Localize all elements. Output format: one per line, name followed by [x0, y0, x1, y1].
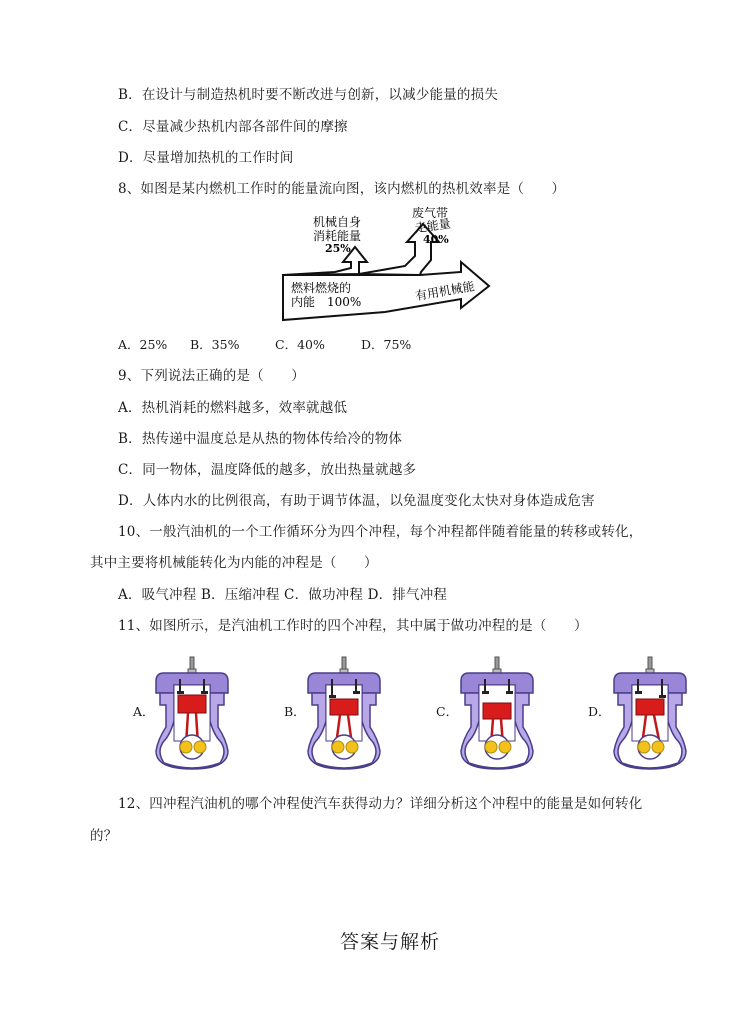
q7-option-d: D．尽量增加热机的工作时间 [118, 150, 294, 166]
exhaust-percent: 40% [423, 233, 449, 246]
q12-line-2: 的？ [90, 828, 118, 844]
q7-option-c: C．尽量减少热机内部各部件间的摩擦 [118, 119, 348, 135]
q11-label-b: B． [284, 704, 306, 719]
answer-heading: 答案与解析 [340, 931, 441, 953]
exhaust-label-2: 走能量 [413, 216, 452, 236]
energy-flow-diagram [275, 200, 505, 325]
output-label: 有用机械能 [414, 279, 476, 304]
q8-options [118, 335, 411, 353]
q11-label-d: D． [588, 704, 611, 719]
q7-option-b: B．在设计与制造热机时要不断改进与创新，以减少能量的损失 [118, 87, 499, 103]
q9-question: 9、下列说法正确的是（ ） [118, 368, 305, 384]
engine-diagram-b [302, 655, 387, 770]
q10-line-2: 其中主要将机械能转化为内能的冲程是（ ） [90, 555, 378, 571]
input-label-2: 内能 100% [291, 295, 362, 309]
q11-label-a: A． [133, 704, 155, 719]
q9-option-c: C．同一物体，温度降低的越多，放出热量就越多 [118, 462, 417, 478]
q8-option-d: D．75% [361, 337, 412, 352]
q10-options: A．吸气冲程 B．压缩冲程 C．做功冲程 D．排气冲程 [118, 587, 448, 603]
friction-label-1: 机械自身 [313, 215, 362, 229]
engine-diagram-d [608, 655, 693, 770]
q8-question: 8、如图是某内燃机工作时的能量流向图，该内燃机的热机效率是（ ） [118, 181, 566, 197]
q9-option-d: D．人体内水的比例很高，有助于调节体温，以免温度变化太快对身体造成危害 [118, 493, 595, 509]
friction-label-2: 消耗能量 [313, 229, 362, 243]
q11-question: 11、如图所示，是汽油机工作时的四个冲程，其中属于做功冲程的是（ ） [118, 618, 588, 634]
q12-line-1: 12、四冲程汽油机的哪个冲程使汽车获得动力？详细分析这个冲程中的能量是如何转化 [118, 796, 643, 812]
q8-option-b: B．35% [190, 337, 240, 352]
q8-option-a: A．25% [118, 337, 168, 352]
input-label-1: 燃料燃烧的 [291, 281, 352, 295]
engine-diagram-c [455, 655, 540, 770]
q8-option-c: C．40% [275, 337, 325, 352]
q10-line-1: 10、一般汽油机的一个工作循环分为四个冲程，每个冲程都伴随着能量的转移或转化， [118, 524, 643, 540]
q9-option-b: B．热传递中温度总是从热的物体传给冷的物体 [118, 431, 403, 447]
engine-diagram-a [150, 655, 235, 770]
q11-label-c: C． [436, 704, 459, 719]
friction-percent: 25% [325, 242, 351, 255]
q9-option-a: A．热机消耗的燃料越多，效率就越低 [118, 400, 348, 416]
exhaust-label-1: 废气带 [412, 206, 449, 220]
